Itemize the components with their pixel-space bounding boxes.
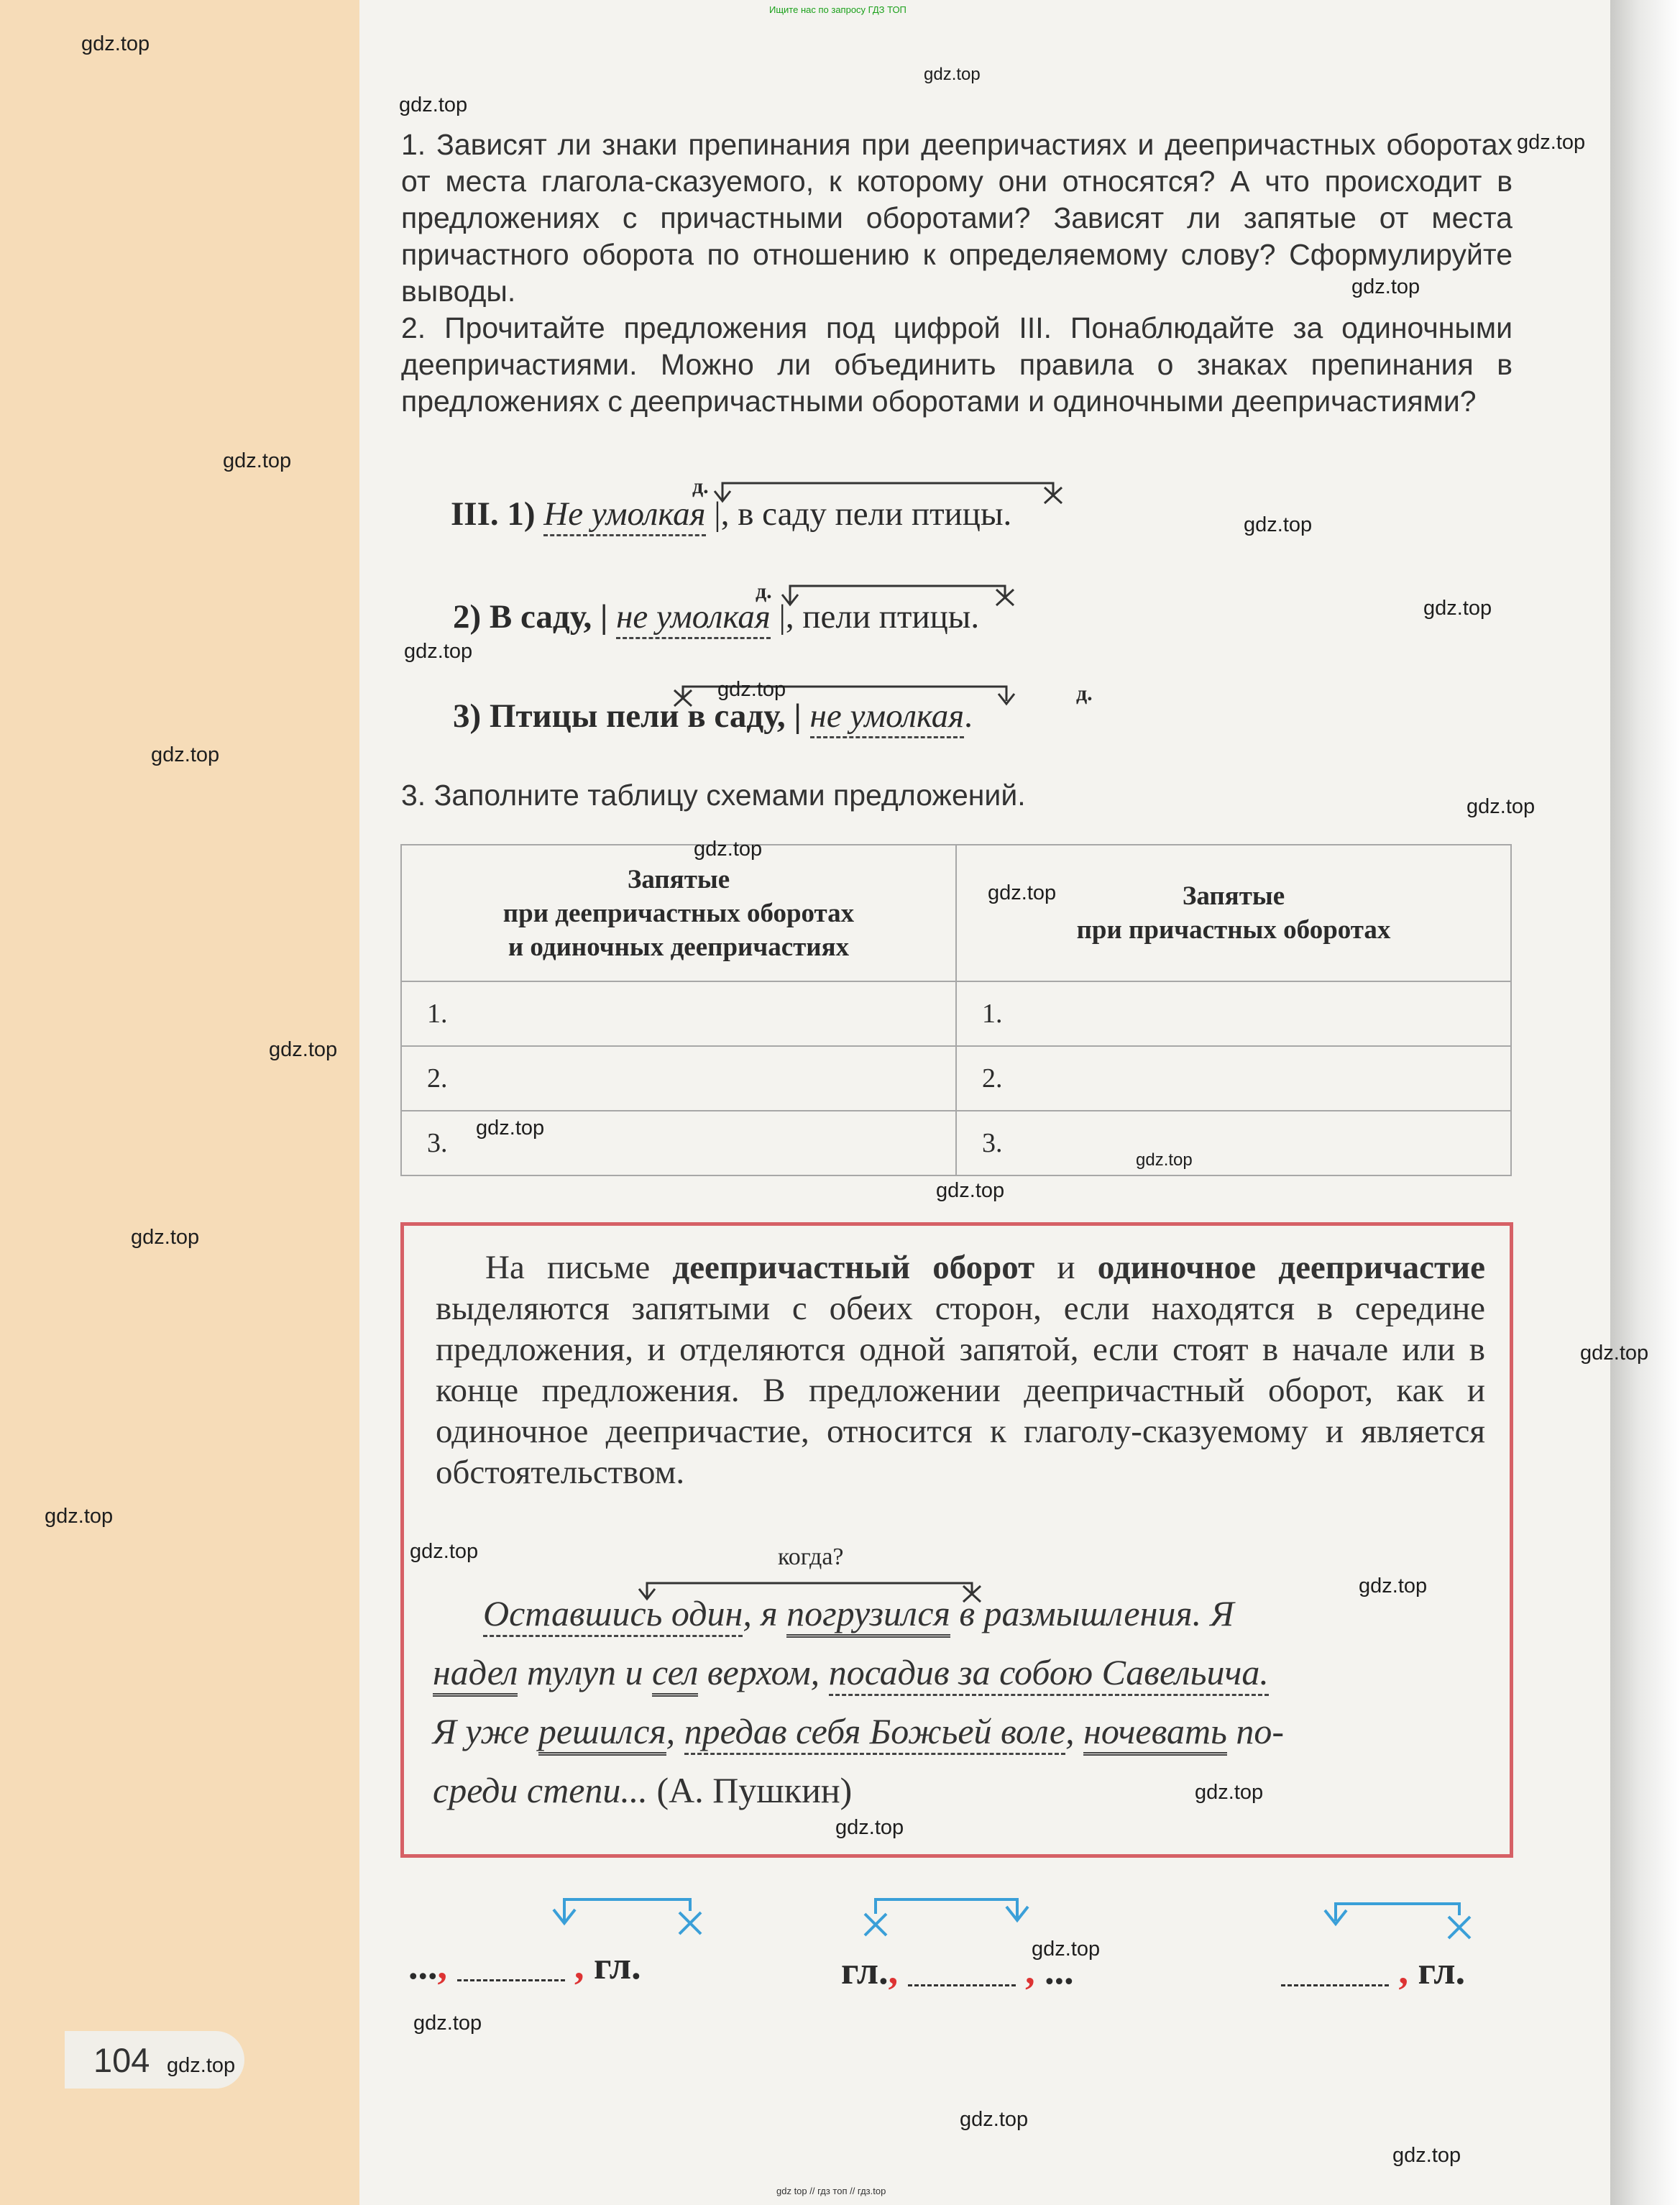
watermark: gdz.top [717, 678, 786, 701]
watermark: gdz.top [988, 881, 1057, 904]
question-3: 3. Заполните таблицу схемами предложений. [401, 779, 1026, 812]
example-sentence-3 [453, 697, 973, 735]
watermark: gdz.top [269, 1038, 338, 1061]
table-header-participial-phrases: Запятые при деепричастных оборотах и одиночных деепричастиях [401, 845, 956, 981]
watermark: gdz.top [81, 32, 150, 55]
question-2: 2. Прочитайте предложения под цифрой III. Понаблюдайте за одиночными деепричастиями. Можно ли объединить правила о знаках препинания в предложениях с деепричастными оборотами и одиночными деепричастиями? [401, 311, 1513, 418]
watermark: gdz.top [476, 1117, 545, 1140]
top-note: Ищите нас по запросу ГДЗ ТОП [769, 4, 906, 15]
label-d-3: д. [1076, 682, 1093, 705]
bottom-note: gdz top // гдз топ // гдз.top [776, 2186, 886, 2196]
example-sentence-2 [453, 597, 979, 636]
question-label-when: когда? [778, 1544, 844, 1570]
watermark: gdz.top [1423, 597, 1492, 620]
schema-blank [1281, 1984, 1389, 1986]
watermark: gdz.top [936, 1179, 1005, 1202]
watermark: gdz.top [1136, 1150, 1193, 1170]
table-cell: 3. [401, 1111, 956, 1175]
watermark: gdz.top [410, 1540, 479, 1563]
watermark: gdz.top [1517, 131, 1586, 154]
watermark: gdz.top [1195, 1781, 1264, 1804]
example-1-participle: Не умолкая [543, 495, 705, 536]
schema-blank [457, 1979, 565, 1981]
table-row [401, 981, 1511, 1046]
schema-2: гл., , ... [841, 1949, 1074, 1992]
watermark: gdz.top [1351, 275, 1420, 298]
example-3-prefix: 3) Птицы пели в саду, | [453, 697, 810, 735]
schema-1: ..., , гл. [408, 1944, 641, 1987]
example-2-prefix: 2) В саду, | [453, 598, 617, 636]
watermark: gdz.top [924, 65, 981, 84]
watermark: gdz.top [835, 1816, 904, 1839]
example-3-participle: не умолкая [810, 697, 965, 738]
watermark: gdz.top [151, 743, 220, 766]
table-cell: 2. [956, 1046, 1511, 1111]
table-row [401, 1046, 1511, 1111]
page-gutter-shadow [1610, 0, 1680, 2205]
example-2-rest: |, пели птицы. [770, 598, 980, 636]
watermark: gdz.top [960, 2108, 1029, 2131]
table-cell: 3. [956, 1111, 1511, 1175]
page-number: 104 [93, 2041, 150, 2079]
question-1: 1. Зависят ли знаки препинания при деепричастиях и деепричастных оборотах от места глагола-сказуемого, к которому они относятся? А что происходит в предложениях с причастными оборотами? Зависят ли запятые от места причастного оборота по отношению к определяемому слову? Сформулируйте выводы. [401, 128, 1513, 308]
label-d-1: д. [692, 475, 709, 498]
watermark: gdz.top [131, 1226, 200, 1249]
watermark: gdz.top [167, 2054, 236, 2077]
page-margin [0, 0, 359, 2205]
watermark: gdz.top [223, 449, 292, 472]
example-1-prefix: III. 1) [451, 495, 544, 533]
watermark: gdz.top [694, 838, 763, 861]
example-sentence-1 [451, 495, 1011, 533]
watermark: gdz.top [1244, 513, 1313, 536]
watermark: gdz.top [1466, 795, 1536, 818]
pushkin-line-1: Оставшись один, я погрузился в размышления. Я [483, 1592, 1540, 1634]
schema-blank [908, 1984, 1016, 1986]
example-2-participle: не умолкая [616, 598, 771, 639]
table-cell: 1. [956, 981, 1511, 1046]
schema-3: , гл. [1281, 1948, 1465, 1993]
watermark: gdz.top [45, 1505, 114, 1528]
pushkin-line-4: среди степи... (А. Пушкин) [433, 1770, 853, 1810]
watermark: gdz.top [1392, 2144, 1461, 2167]
watermark: gdz.top [404, 640, 473, 663]
watermark: gdz.top [399, 93, 468, 116]
watermark: gdz.top [1032, 1938, 1101, 1961]
watermark: gdz.top [1580, 1342, 1649, 1365]
table-header-adjective-participles: Запятые при причастных оборотах [956, 845, 1511, 981]
table-cell: 1. [401, 981, 956, 1046]
rule-box [400, 1222, 1513, 1858]
pushkin-line-3: Я уже решился, предав себя Божьей воле, ночевать по- [433, 1710, 1489, 1752]
rule-text: На письме деепричастный оборот и одиночное деепричастие выделяются запятыми с обеих сторон, если находятся в середине предложения, и отделяются одной запятой, если стоят в начале или в конце предложения. В предложении деепричастный оборот, как и одиночное деепричастие, относится к глаголу-сказуемому и является обстоятельством. [436, 1249, 1485, 1491]
example-1-bar: | [705, 495, 721, 533]
watermark: gdz.top [413, 2012, 482, 2035]
table-row [401, 1111, 1511, 1175]
pushkin-line-2: надел тулуп и сел верхом, посадив за собою Савельича. [433, 1651, 1489, 1693]
example-3-rest: . [964, 697, 973, 735]
label-d-2: д. [756, 579, 772, 603]
schemes-table [400, 844, 1512, 1176]
watermark: gdz.top [1359, 1574, 1428, 1597]
example-1-rest: , в саду пели птицы. [720, 495, 1012, 533]
table-cell: 2. [401, 1046, 956, 1111]
